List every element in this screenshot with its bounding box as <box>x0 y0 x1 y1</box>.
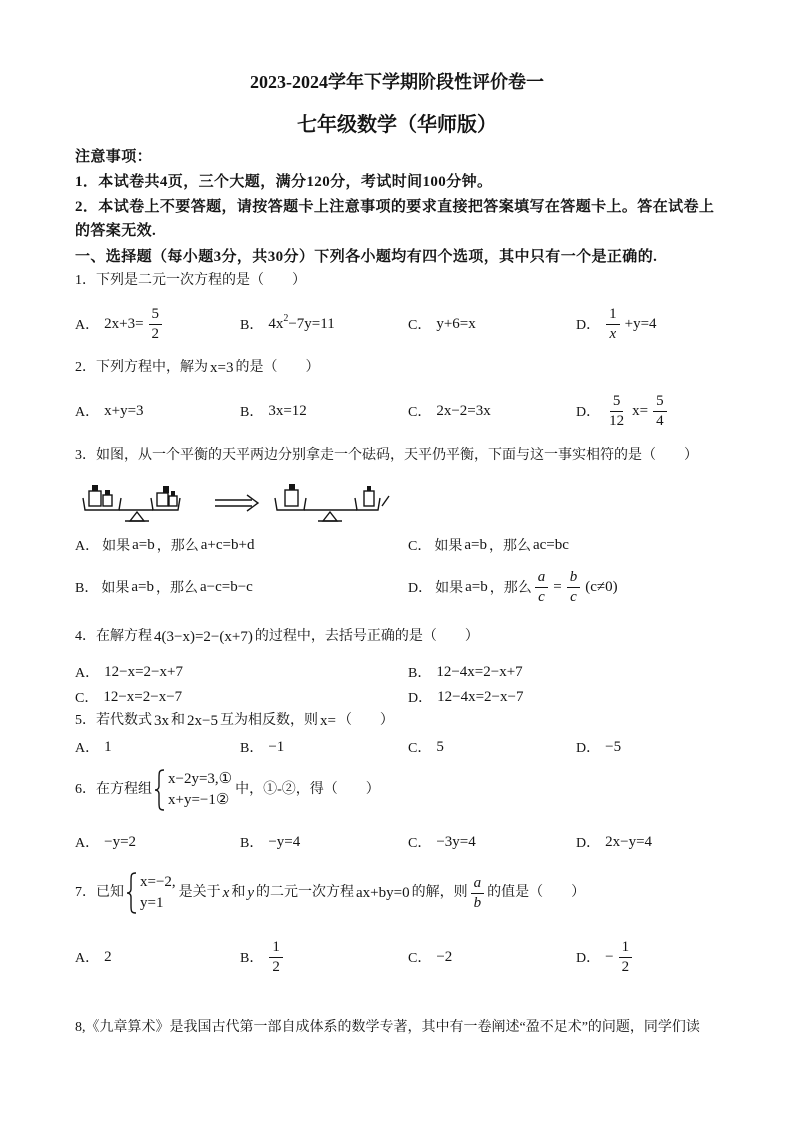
option-label: A． <box>75 405 100 420</box>
question-7-option-d <box>576 937 635 977</box>
question-4-option-d <box>408 687 525 707</box>
question-4-option-c <box>75 687 184 707</box>
option-expression: 1 <box>104 738 112 755</box>
option-expression: a+c=b+d <box>200 536 255 553</box>
fraction-denominator: 12 <box>609 412 625 429</box>
question-6-option-c <box>408 832 478 852</box>
option-expression: −y=4 <box>268 833 301 850</box>
option-label: B． <box>240 951 264 966</box>
question-3-options-row-2 <box>75 567 735 607</box>
option-expression: −3y=4 <box>436 833 476 850</box>
option-label: D． <box>576 741 601 756</box>
option-expression: 5 <box>436 738 444 755</box>
question-3-options-row-1 <box>75 530 735 560</box>
weight-knob <box>289 484 295 490</box>
question-1-option-c <box>408 304 478 344</box>
option-label: C． <box>408 836 432 851</box>
exponent: 2 <box>283 312 289 324</box>
balance-after <box>275 484 389 521</box>
fraction <box>535 569 549 606</box>
option-label: D． <box>408 581 433 596</box>
weight <box>103 495 112 506</box>
system-equation-2: y=1 <box>140 895 164 911</box>
right-pan <box>151 498 180 510</box>
weight <box>157 493 168 506</box>
option-expression: 2x+3= <box>104 315 144 332</box>
option-label: D． <box>576 405 601 420</box>
option-label: B． <box>408 666 432 681</box>
equation-system <box>154 769 232 811</box>
stem-math: 3x <box>154 713 169 729</box>
fraction <box>653 393 667 430</box>
question-2-option-d <box>576 391 670 431</box>
option-expression: 12−x=2−x−7 <box>103 688 183 705</box>
fraction-numerator: 1 <box>619 939 633 958</box>
question-5-stem <box>75 711 394 731</box>
option-expression: 12−x=2−x+7 <box>104 663 183 680</box>
fraction-denominator: x <box>609 325 617 342</box>
option-expression: 12−4x=2−x−7 <box>437 688 524 705</box>
question-7-option-a <box>75 937 114 977</box>
question-5-option-a <box>75 737 114 757</box>
option-label: C． <box>408 951 432 966</box>
question-3-option-b <box>75 567 255 607</box>
stem-math: 4(3−x)=2−(x+7) <box>154 629 253 645</box>
double-arrow-icon <box>215 495 258 511</box>
option-expression: 2x−y=4 <box>605 833 653 850</box>
weight <box>364 491 374 506</box>
option-label: A． <box>75 741 100 756</box>
question-3-stem: 3．如图，从一个平衡的天平两边分别拿走一个砝码，天平仍平衡，下面与这一事实相符的是（ ） <box>75 448 698 463</box>
option-expression: −1 <box>268 738 285 755</box>
question-1-option-a <box>75 304 165 344</box>
stem-text: 的二元一次方程 <box>256 885 355 900</box>
option-expression: x+y=3 <box>104 402 144 419</box>
question-2-option-c <box>408 391 493 431</box>
fraction-numerator: b <box>567 569 581 588</box>
option-expression: −2 <box>436 948 453 965</box>
question-1-stem: 1．下列是二元一次方程的是（ ） <box>75 273 306 288</box>
arrow-head <box>247 495 258 511</box>
option-label: B． <box>75 581 99 596</box>
brace-icon <box>154 769 165 811</box>
brace-icon <box>126 872 137 914</box>
option-condition: a=b <box>465 578 488 595</box>
weight-knob <box>163 486 169 493</box>
stem-math: x= <box>319 713 336 729</box>
question-6-option-b <box>240 832 302 852</box>
system-equation-2: x+y=−1② <box>168 792 230 808</box>
option-label: B． <box>240 405 264 420</box>
system-equations <box>140 872 176 914</box>
weight-knob <box>92 485 98 491</box>
fraction-denominator: c <box>538 588 545 605</box>
fraction <box>567 569 581 606</box>
fraction <box>149 306 163 343</box>
option-expression <box>266 312 336 333</box>
question-6-option-a <box>75 832 138 852</box>
stem-math: x=3 <box>210 360 234 376</box>
question-3-option-a <box>75 530 256 560</box>
option-label: D． <box>576 836 601 851</box>
equals-sign: = <box>553 578 562 595</box>
option-label: A． <box>75 951 100 966</box>
question-4-options-row-2 <box>75 687 735 707</box>
option-condition: a=b <box>132 536 155 553</box>
fraction-numerator: 1 <box>269 939 283 958</box>
question-8-stem: 8,《九章算术》是我国古代第一部自成体系的数学专著，其中有一卷阐述“盈不足术”的问题，同学们读 <box>75 1020 700 1035</box>
option-condition: a=b <box>131 578 154 595</box>
stem-text: 2．下列方程中，解为 <box>75 360 208 375</box>
stem-text: 的值是（ ） <box>487 885 586 900</box>
equation-system <box>126 872 176 914</box>
fraction <box>471 875 485 912</box>
stem-text: （ ） <box>337 713 394 728</box>
question-7-option-b <box>240 937 286 977</box>
option-label: A． <box>75 539 100 554</box>
exam-title: 2023-2024学年下学期阶段性评价卷一 <box>250 72 544 92</box>
fraction <box>606 306 620 343</box>
option-expression: 2x−2=3x <box>436 402 491 419</box>
expression-base: 4x <box>268 315 284 332</box>
option-text: ，那么 <box>156 539 199 554</box>
fraction-denominator: 2 <box>272 958 280 975</box>
option-label: A． <box>75 318 100 333</box>
option-expression: 12−4x=2−x+7 <box>436 663 523 680</box>
option-text: 如果 <box>101 581 130 596</box>
question-7-options <box>75 937 735 977</box>
fraction-numerator: a <box>471 875 485 894</box>
option-label: B． <box>240 836 264 851</box>
weight-knob <box>171 491 175 496</box>
option-label: D． <box>576 951 601 966</box>
weight <box>169 496 177 506</box>
stem-text: 4．在解方程 <box>75 629 152 644</box>
option-label: D． <box>576 318 601 333</box>
question-2-stem <box>75 358 319 378</box>
weight <box>89 491 101 506</box>
exam-subtitle: 七年级数学（华师版） <box>297 114 497 136</box>
option-label: A． <box>75 836 100 851</box>
stem-text: 中，①-②，得（ ） <box>235 782 380 797</box>
option-label: C． <box>408 539 432 554</box>
fraction-numerator: 5 <box>149 306 163 325</box>
fraction <box>619 939 633 976</box>
option-text: ，那么 <box>489 581 532 596</box>
option-expression: −y=2 <box>104 833 137 850</box>
notice-item-1: 1．本试卷共4页，三个大题，满分120分，考试时间100分钟。 <box>75 174 493 190</box>
system-equations <box>168 769 232 811</box>
option-condition-note: (c≠0) <box>585 578 618 595</box>
option-expression: ac=bc <box>532 536 569 553</box>
option-text: 如果 <box>102 539 131 554</box>
stem-text: 是关于 <box>178 885 221 900</box>
system-equation-1: x=−2, <box>140 874 176 890</box>
fraction-denominator: 2 <box>621 958 630 975</box>
stem-text: 5．若代数式 <box>75 713 152 728</box>
balance-scale-diagram <box>75 476 395 526</box>
option-label: C． <box>408 405 432 420</box>
question-2-option-b <box>240 391 309 431</box>
question-1-option-b <box>240 304 337 344</box>
fraction-denominator: c <box>570 588 577 605</box>
question-1-options <box>75 304 735 344</box>
option-label: B． <box>240 318 264 333</box>
stem-text: 的是（ ） <box>235 360 320 375</box>
fraction-denominator: 4 <box>656 412 664 429</box>
balance-scale-figure <box>75 476 395 531</box>
fraction <box>269 939 283 976</box>
option-expression: x= <box>632 402 649 419</box>
option-text: 如果 <box>434 539 463 554</box>
stem-math: y <box>247 885 255 901</box>
option-label: C． <box>75 691 99 706</box>
question-6-stem <box>75 768 380 812</box>
question-3-option-c <box>408 530 571 560</box>
option-expression: −5 <box>605 738 622 755</box>
notice-heading: 注意事项： <box>75 149 153 165</box>
fraction-numerator: 5 <box>653 393 667 412</box>
option-expression: 2 <box>104 948 112 965</box>
question-5-option-b <box>240 737 286 757</box>
section-heading: 一、选择题（每小题3分，共30分）下列各小题均有四个选项，其中只有一个是正确的. <box>75 249 658 265</box>
right-pan <box>355 498 380 510</box>
fraction-denominator: 2 <box>151 325 160 342</box>
fraction-numerator: 1 <box>606 306 620 325</box>
weight-knob <box>105 490 110 495</box>
question-4-option-b <box>408 662 525 682</box>
question-5-option-d <box>576 737 623 757</box>
question-4-options-row-1 <box>75 662 735 682</box>
fraction-denominator: b <box>473 894 482 911</box>
fraction <box>606 393 627 430</box>
option-condition: a=b <box>464 536 487 553</box>
stem-text: 7．已知 <box>75 885 124 900</box>
option-text: 如果 <box>435 581 464 596</box>
balance-before <box>83 485 180 521</box>
question-5-option-c <box>408 737 446 757</box>
expression-rest: −7y=11 <box>288 315 335 332</box>
fraction-numerator: a <box>535 569 549 588</box>
question-5-options <box>75 737 735 757</box>
option-expression: 3x=12 <box>268 402 307 419</box>
option-text: ，那么 <box>155 581 198 596</box>
weight-knob <box>367 486 371 491</box>
question-6-option-d <box>576 832 654 852</box>
stem-text: 的解，则 <box>411 885 468 900</box>
question-3-option-d <box>408 567 620 607</box>
question-1-option-d <box>576 304 659 344</box>
option-expression: y+6=x <box>436 315 476 332</box>
option-expression: +y=4 <box>624 315 657 332</box>
fraction-numerator: 5 <box>610 393 624 412</box>
left-pan <box>275 498 306 510</box>
stem-text: 和 <box>171 713 185 728</box>
fulcrum <box>130 512 144 521</box>
stem-math: 2x−5 <box>187 713 218 729</box>
option-label: A． <box>75 666 100 681</box>
removal-mark <box>382 496 389 506</box>
question-4-option-a <box>75 662 185 682</box>
option-label: C． <box>408 741 432 756</box>
stem-text: 6．在方程组 <box>75 782 152 797</box>
weight <box>285 490 298 506</box>
question-6-options <box>75 832 735 852</box>
question-7-stem <box>75 871 585 915</box>
stem-text: 互为相反数，则 <box>219 713 318 728</box>
option-label: D． <box>408 691 433 706</box>
option-label: B． <box>240 741 264 756</box>
option-label: C． <box>408 318 432 333</box>
stem-text: 的过程中，去括号正确的是（ ） <box>254 629 479 644</box>
stem-math: ax+by=0 <box>356 885 410 901</box>
question-2-options <box>75 391 735 431</box>
option-expression: a−c=b−c <box>199 578 253 595</box>
question-7-option-c <box>408 937 454 977</box>
question-2-option-a <box>75 391 146 431</box>
stem-text: 和 <box>231 885 246 900</box>
notice-item-2: 2．本试卷上不要答题，请按答题卡上注意事项的要求直接把答案填写在答题卡上。答在试卷上的答案无效. <box>75 199 715 239</box>
question-4-stem <box>75 622 479 652</box>
minus-sign: − <box>605 948 614 965</box>
fulcrum <box>323 512 337 521</box>
system-equation-1: x−2y=3,① <box>168 771 233 787</box>
stem-math: x <box>222 885 230 901</box>
option-text: ，那么 <box>488 539 531 554</box>
